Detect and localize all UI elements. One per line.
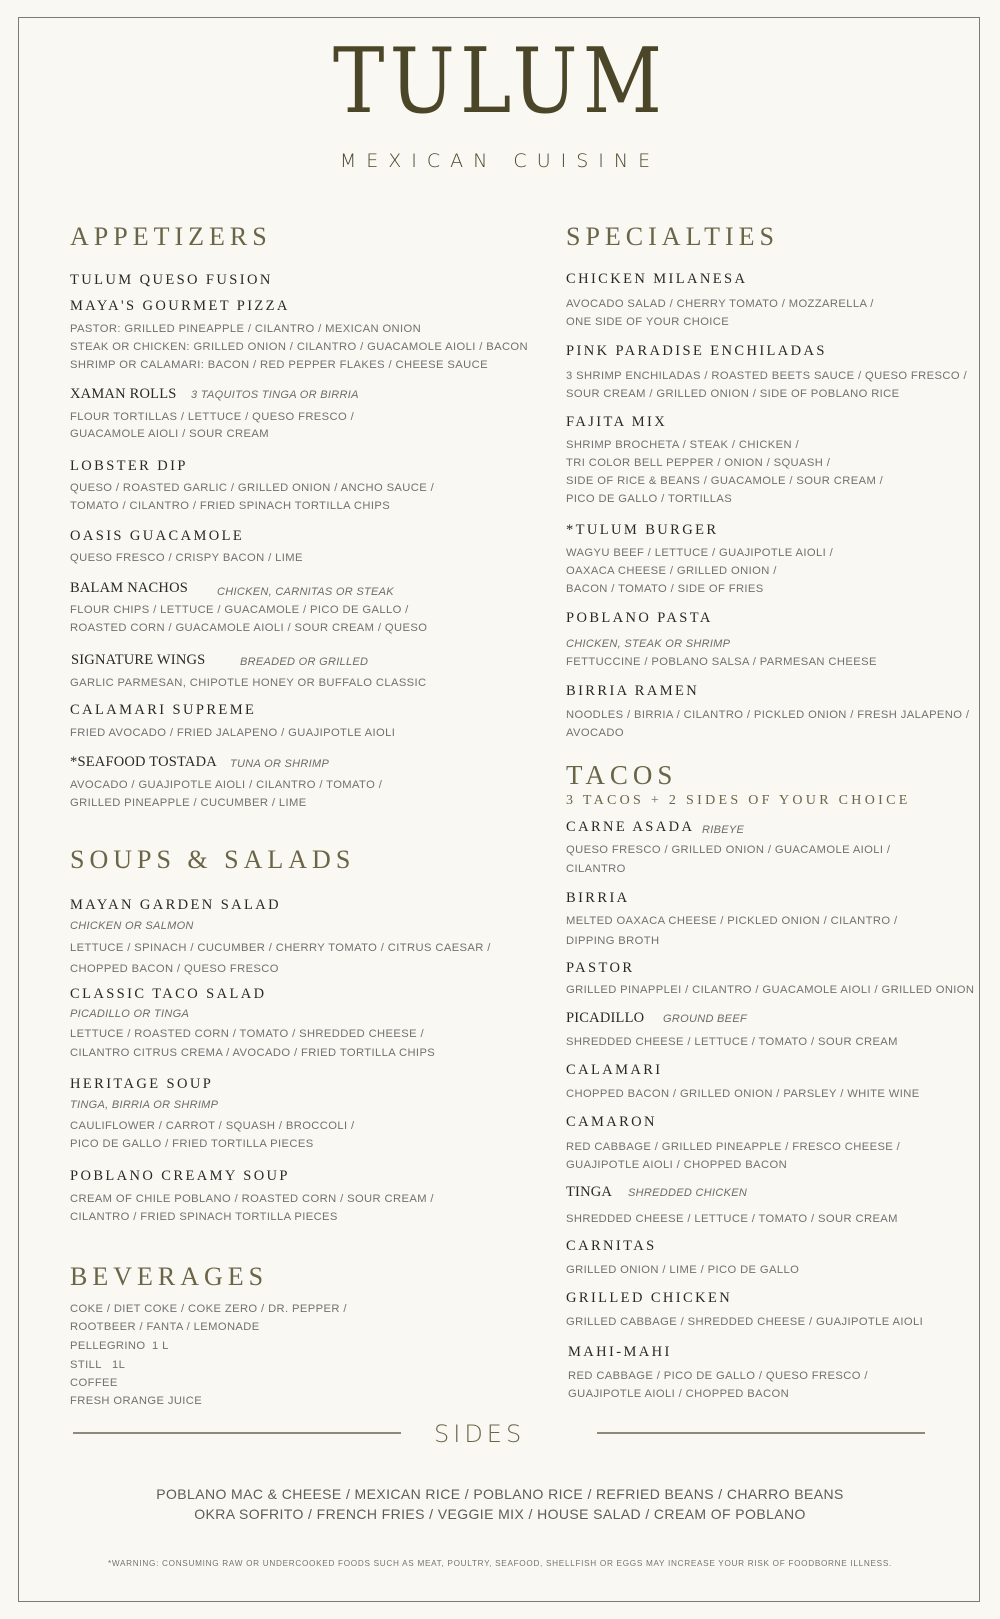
menu-item-name: CAMARON (566, 1114, 657, 1130)
menu-item-name: CLASSIC TACO SALAD (70, 986, 267, 1002)
menu-item-desc: NOODLES / BIRRIA / CILANTRO / PICKLED ONION / FRESH JALAPENO / (566, 709, 970, 721)
menu-item-desc: GRILLED CABBAGE / SHREDDED CHEESE / GUAJIPOTLE AIOLI (566, 1316, 924, 1328)
menu-item-name: *SEAFOOD TOSTADA (70, 754, 217, 770)
menu-item-desc: SHRIMP OR CALAMARI: BACON / RED PEPPER FLAKES / CHEESE SAUCE (70, 359, 488, 371)
section-title-sides: SIDES (434, 1420, 526, 1448)
menu-item-name: TULUM QUESO FUSION (70, 272, 273, 288)
menu-item-option: PICADILLO OR TINGA (70, 1008, 190, 1020)
menu-item-desc: CHOPPED BACON / QUESO FRESCO (70, 963, 279, 975)
menu-item-desc: FRIED AVOCADO / FRIED JALAPENO / GUAJIPOTLE AIOLI (70, 727, 396, 739)
menu-item-desc: GARLIC PARMESAN, CHIPOTLE HONEY OR BUFFALO CLASSIC (70, 677, 427, 689)
menu-item-desc: GUACAMOLE AIOLI / SOUR CREAM (70, 428, 269, 440)
menu-item-desc: CHOPPED BACON / GRILLED ONION / PARSLEY / WHITE WINE (566, 1088, 920, 1100)
menu-item-name: TINGA (566, 1184, 613, 1200)
sides-list-line: POBLANO MAC & CHEESE / MEXICAN RICE / POBLANO RICE / REFRIED BEANS / CHARRO BEANS (156, 1486, 844, 1502)
menu-item-desc: CAULIFLOWER / CARROT / SQUASH / BROCCOLI / (70, 1120, 355, 1132)
section-title-specialties: SPECIALTIES (566, 222, 779, 251)
divider-left (73, 1432, 401, 1434)
menu-item-option: BREADED OR GRILLED (240, 656, 369, 668)
food-safety-warning: *WARNING: CONSUMING RAW OR UNDERCOOKED FOODS SUCH AS MEAT, POULTRY, SEAFOOD, SHELLFISH OR EGGS MAY INCREASE YOUR RISK OF FOODBORNE ILLNESS. (108, 1559, 892, 1568)
menu-item-desc: TRI COLOR BELL PEPPER / ONION / SQUASH / (566, 457, 831, 469)
menu-item-desc: ROASTED CORN / GUACAMOLE AIOLI / SOUR CREAM / QUESO (70, 622, 428, 634)
menu-item-name: CARNITAS (566, 1238, 657, 1254)
menu-item-desc: RED CABBAGE / GRILLED PINEAPPLE / FRESCO CHEESE / (566, 1141, 901, 1153)
menu-item-desc: ONE SIDE OF YOUR CHOICE (566, 316, 730, 328)
menu-item-desc: 3 SHRIMP ENCHILADAS / ROASTED BEETS SAUCE / QUESO FRESCO / (566, 370, 967, 382)
menu-item-name: CHICKEN MILANESA (566, 271, 748, 287)
beverage-item: FRESH ORANGE JUICE (70, 1395, 203, 1407)
menu-item-desc: GUAJIPOTLE AIOLI / CHOPPED BACON (568, 1388, 790, 1400)
menu-item-option: CHICKEN OR SALMON (70, 920, 194, 932)
menu-item-name: OASIS GUACAMOLE (70, 528, 245, 544)
menu-item-name: CALAMARI (566, 1062, 663, 1078)
menu-item-desc: CILANTRO CITRUS CREMA / AVOCADO / FRIED TORTILLA CHIPS (70, 1047, 436, 1059)
menu-item-name: MAHI-MAHI (568, 1344, 672, 1360)
menu-item-desc: PICO DE GALLO / FRIED TORTILLA PIECES (70, 1138, 314, 1150)
menu-item-desc: LETTUCE / ROASTED CORN / TOMATO / SHREDDED CHEESE / (70, 1028, 425, 1040)
menu-item-desc: QUESO FRESCO / GRILLED ONION / GUACAMOLE AIOLI / (566, 844, 891, 856)
section-title-soups-salads: SOUPS & SALADS (70, 845, 356, 874)
menu-item-name: MAYAN GARDEN SALAD (70, 897, 282, 913)
menu-item-name: *TULUM BURGER (566, 522, 719, 538)
menu-item-name: PINK PARADISE ENCHILADAS (566, 343, 827, 359)
menu-item-desc: CILANTRO / FRIED SPINACH TORTILLA PIECES (70, 1211, 338, 1223)
beverage-line: ROOTBEER / FANTA / LEMONADE (70, 1321, 260, 1333)
menu-item-desc: SHRIMP BROCHETA / STEAK / CHICKEN / (566, 439, 800, 451)
divider-right (597, 1432, 925, 1434)
menu-item-desc: GUAJIPOTLE AIOLI / CHOPPED BACON (566, 1159, 788, 1171)
menu-item-desc: MELTED OAXACA CHEESE / PICKLED ONION / CILANTRO / (566, 915, 898, 927)
menu-item-name: POBLANO PASTA (566, 610, 713, 626)
menu-item-desc: SHREDDED CHEESE / LETTUCE / TOMATO / SOUR CREAM (566, 1036, 898, 1048)
menu-item-desc: CREAM OF CHILE POBLANO / ROASTED CORN / SOUR CREAM / (70, 1193, 434, 1205)
section-title-tacos: TACOS (566, 760, 678, 790)
menu-item-desc: STEAK OR CHICKEN: GRILLED ONION / CILANTRO / GUACAMOLE AIOLI / BACON (70, 341, 529, 353)
menu-item-option: GROUND BEEF (663, 1013, 747, 1025)
menu-item-name: PASTOR (566, 960, 635, 976)
menu-item-desc: FLOUR TORTILLAS / LETTUCE / QUESO FRESCO / (70, 411, 355, 423)
menu-item-name: PICADILLO (566, 1010, 645, 1026)
menu-item-name: GRILLED CHICKEN (566, 1290, 733, 1306)
menu-item-option: 3 TAQUITOS TINGA OR BIRRIA (191, 389, 359, 401)
menu-item-desc: AVOCADO (566, 727, 624, 739)
menu-item-name: FAJITA MIX (566, 414, 668, 430)
menu-item-desc: GRILLED ONION / LIME / PICO DE GALLO (566, 1264, 800, 1276)
menu-item-desc: GRILLED PINAPPLEI / CILANTRO / GUACAMOLE AIOLI / GRILLED ONION (566, 984, 975, 996)
menu-item-name: BIRRIA (566, 890, 630, 906)
menu-item-desc: GRILLED PINEAPPLE / CUCUMBER / LIME (70, 797, 307, 809)
menu-item-name: HERITAGE SOUP (70, 1076, 214, 1092)
menu-item-name: LOBSTER DIP (70, 458, 188, 474)
menu-item-desc: DIPPING BROTH (566, 935, 660, 947)
menu-item-name: CARNE ASADA (566, 819, 695, 835)
menu-item-desc: PICO DE GALLO / TORTILLAS (566, 493, 733, 505)
beverage-item: STILL (70, 1359, 102, 1371)
menu-item-name: BALAM NACHOS (70, 580, 189, 596)
menu-item-desc: WAGYU BEEF / LETTUCE / GUAJIPOTLE AIOLI / (566, 547, 834, 559)
menu-item-desc: BACON / TOMATO / SIDE OF FRIES (566, 583, 764, 595)
beverage-size: 1 L (152, 1340, 169, 1352)
menu-item-desc: FLOUR CHIPS / LETTUCE / GUACAMOLE / PICO DE GALLO / (70, 604, 409, 616)
restaurant-logo: TULUM (332, 29, 668, 134)
menu-item-name: MAYA'S GOURMET PIZZA (70, 298, 290, 314)
menu-item-desc: AVOCADO / GUAJIPOTLE AIOLI / CILANTRO / TOMATO / (70, 779, 383, 791)
menu-item-desc: SIDE OF RICE & BEANS / GUACAMOLE / SOUR CREAM / (566, 475, 884, 487)
menu-item-name: SIGNATURE WINGS (71, 652, 206, 668)
menu-item-name: BIRRIA RAMEN (566, 683, 700, 699)
beverage-size: 1L (112, 1359, 126, 1371)
menu-item-name: CALAMARI SUPREME (70, 702, 257, 718)
menu-item-desc: RED CABBAGE / PICO DE GALLO / QUESO FRESCO / (568, 1370, 868, 1382)
menu-item-desc: CILANTRO (566, 863, 626, 875)
menu-item-name: POBLANO CREAMY SOUP (70, 1168, 290, 1184)
menu-item-option: CHICKEN, CARNITAS OR STEAK (217, 586, 394, 598)
sides-list-line: OKRA SOFRITO / FRENCH FRIES / VEGGIE MIX / HOUSE SALAD / CREAM OF POBLANO (194, 1506, 806, 1522)
section-title-appetizers: APPETIZERS (70, 222, 272, 251)
beverage-item: PELLEGRINO (70, 1340, 146, 1352)
beverage-item: COFFEE (70, 1377, 118, 1389)
beverage-line: COKE / DIET COKE / COKE ZERO / DR. PEPPER / (70, 1303, 347, 1315)
menu-item-desc: SHREDDED CHEESE / LETTUCE / TOMATO / SOUR CREAM (566, 1213, 898, 1225)
menu-item-desc: PASTOR: GRILLED PINEAPPLE / CILANTRO / MEXICAN ONION (70, 323, 422, 335)
menu-item-option: TINGA, BIRRIA OR SHRIMP (70, 1099, 219, 1111)
menu-item-option: TUNA OR SHRIMP (230, 758, 330, 770)
menu-item-desc: AVOCADO SALAD / CHERRY TOMATO / MOZZARELLA / (566, 298, 874, 310)
menu-item-option: RIBEYE (702, 824, 745, 836)
menu-item-desc: QUESO / ROASTED GARLIC / GRILLED ONION / ANCHO SAUCE / (70, 482, 435, 494)
restaurant-tagline: MEXICAN CUISINE (339, 150, 661, 172)
tacos-subtitle: 3 TACOS + 2 SIDES OF YOUR CHOICE (566, 793, 911, 808)
menu-item-name: XAMAN ROLLS (70, 386, 177, 402)
menu-item-desc: SOUR CREAM / GRILLED ONION / SIDE OF POBLANO RICE (566, 388, 900, 400)
menu-item-desc: FETTUCCINE / POBLANO SALSA / PARMESAN CHEESE (566, 656, 877, 668)
menu-item-option: CHICKEN, STEAK OR SHRIMP (566, 638, 731, 650)
menu-item-option: SHREDDED CHICKEN (628, 1187, 748, 1199)
menu-item-desc: LETTUCE / SPINACH / CUCUMBER / CHERRY TOMATO / CITRUS CAESAR / (70, 942, 491, 954)
section-title-beverages: BEVERAGES (70, 1262, 269, 1291)
menu-item-desc: TOMATO / CILANTRO / FRIED SPINACH TORTILLA CHIPS (70, 500, 391, 512)
menu-item-desc: OAXACA CHEESE / GRILLED ONION / (566, 565, 777, 577)
menu-item-desc: QUESO FRESCO / CRISPY BACON / LIME (70, 552, 303, 564)
